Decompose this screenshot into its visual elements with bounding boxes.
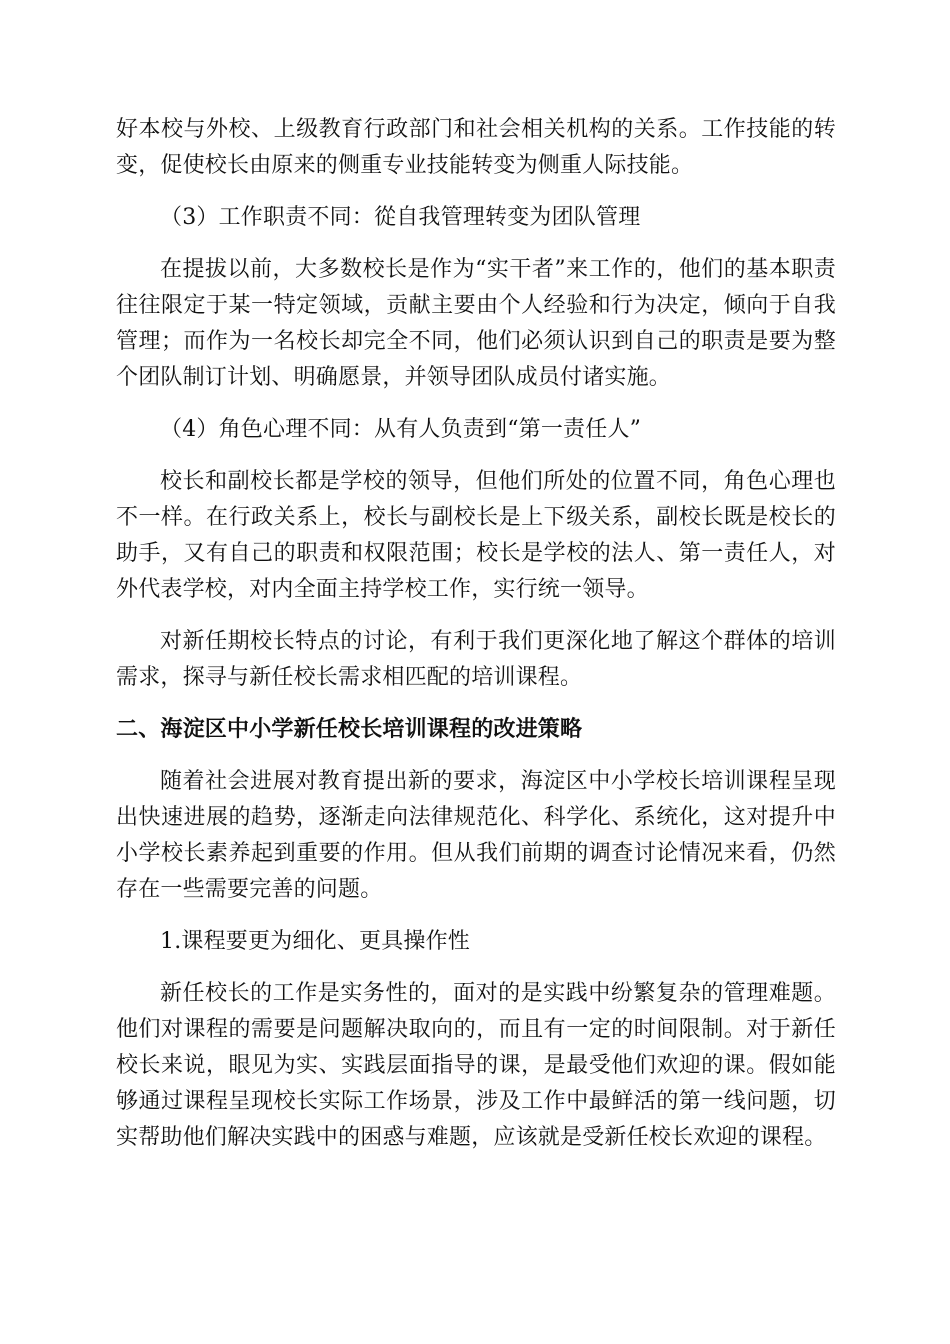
paragraph-course: 新任校长的工作是实务性的，面对的是实践中纷繁复杂的管理难题。他们对课程的需要是问题解决取向的，而且有一定的时间限制。对于新任校长来说，眼见为实、实践层面指导的课，是最受他们欢迎的课。假如能够通过课程呈现校长实际工作场景，涉及工作中最鲜活的第一线问题，切实帮助他们解决实践中的困惑与难题，应该就是受新任校长欢迎的课程。: [116, 981, 836, 1150]
document-page: [116, 112, 836, 1156]
paragraph-discussion: 对新任期校长特点的讨论，有利于我们更深化地了解这个群体的培训需求，探寻与新任校长需求相匹配的培训课程。: [116, 629, 836, 690]
subheading-duty: （3）工作职责不同：從自我管理转变为团队管理: [160, 205, 641, 230]
section-heading: 二、海淀区中小学新任校长培训课程的改进策略: [116, 717, 583, 742]
paragraph-trend: 随着社会进展对教育提出新的要求，海淀区中小学校长培训课程呈现出快速进展的趋势，逐渐走向法律规范化、科学化、系统化，这对提升中小学校长素养起到重要的作用。但从我们前期的调查讨论情况来看，仍然存在一些需要完善的问题。: [116, 769, 836, 902]
paragraph-role: 校长和副校长都是学校的领导，但他们所处的位置不同，角色心理也不一样。在行政关系上，校长与副校长是上下级关系，副校长既是校长的助手，又有自己的职责和权限范围；校长是学校的法人、第一责任人，对外代表学校，对内全面主持学校工作，实行统一领导。: [116, 469, 836, 602]
paragraph-duty: 在提拔以前，大多数校长是作为“实干者”来工作的，他们的基本职责往往限定于某一特定领域，贡献主要由个人经验和行为决定，倾向于自我管理；而作为一名校长却完全不同，他们必须认识到自己的职责是要为整个团队制订计划、明确愿景，并领导团队成员付诸实施。: [116, 257, 836, 390]
subheading-course: 1.课程要更为细化、更具操作性: [160, 929, 470, 954]
subheading-role: （4）角色心理不同：从有人负责到“第一责任人”: [160, 417, 642, 442]
paragraph-continuation: 好本校与外校、上级教育行政部门和社会相关机构的关系。工作技能的转变，促使校长由原来的侧重专业技能转变为侧重人际技能。: [116, 117, 836, 178]
